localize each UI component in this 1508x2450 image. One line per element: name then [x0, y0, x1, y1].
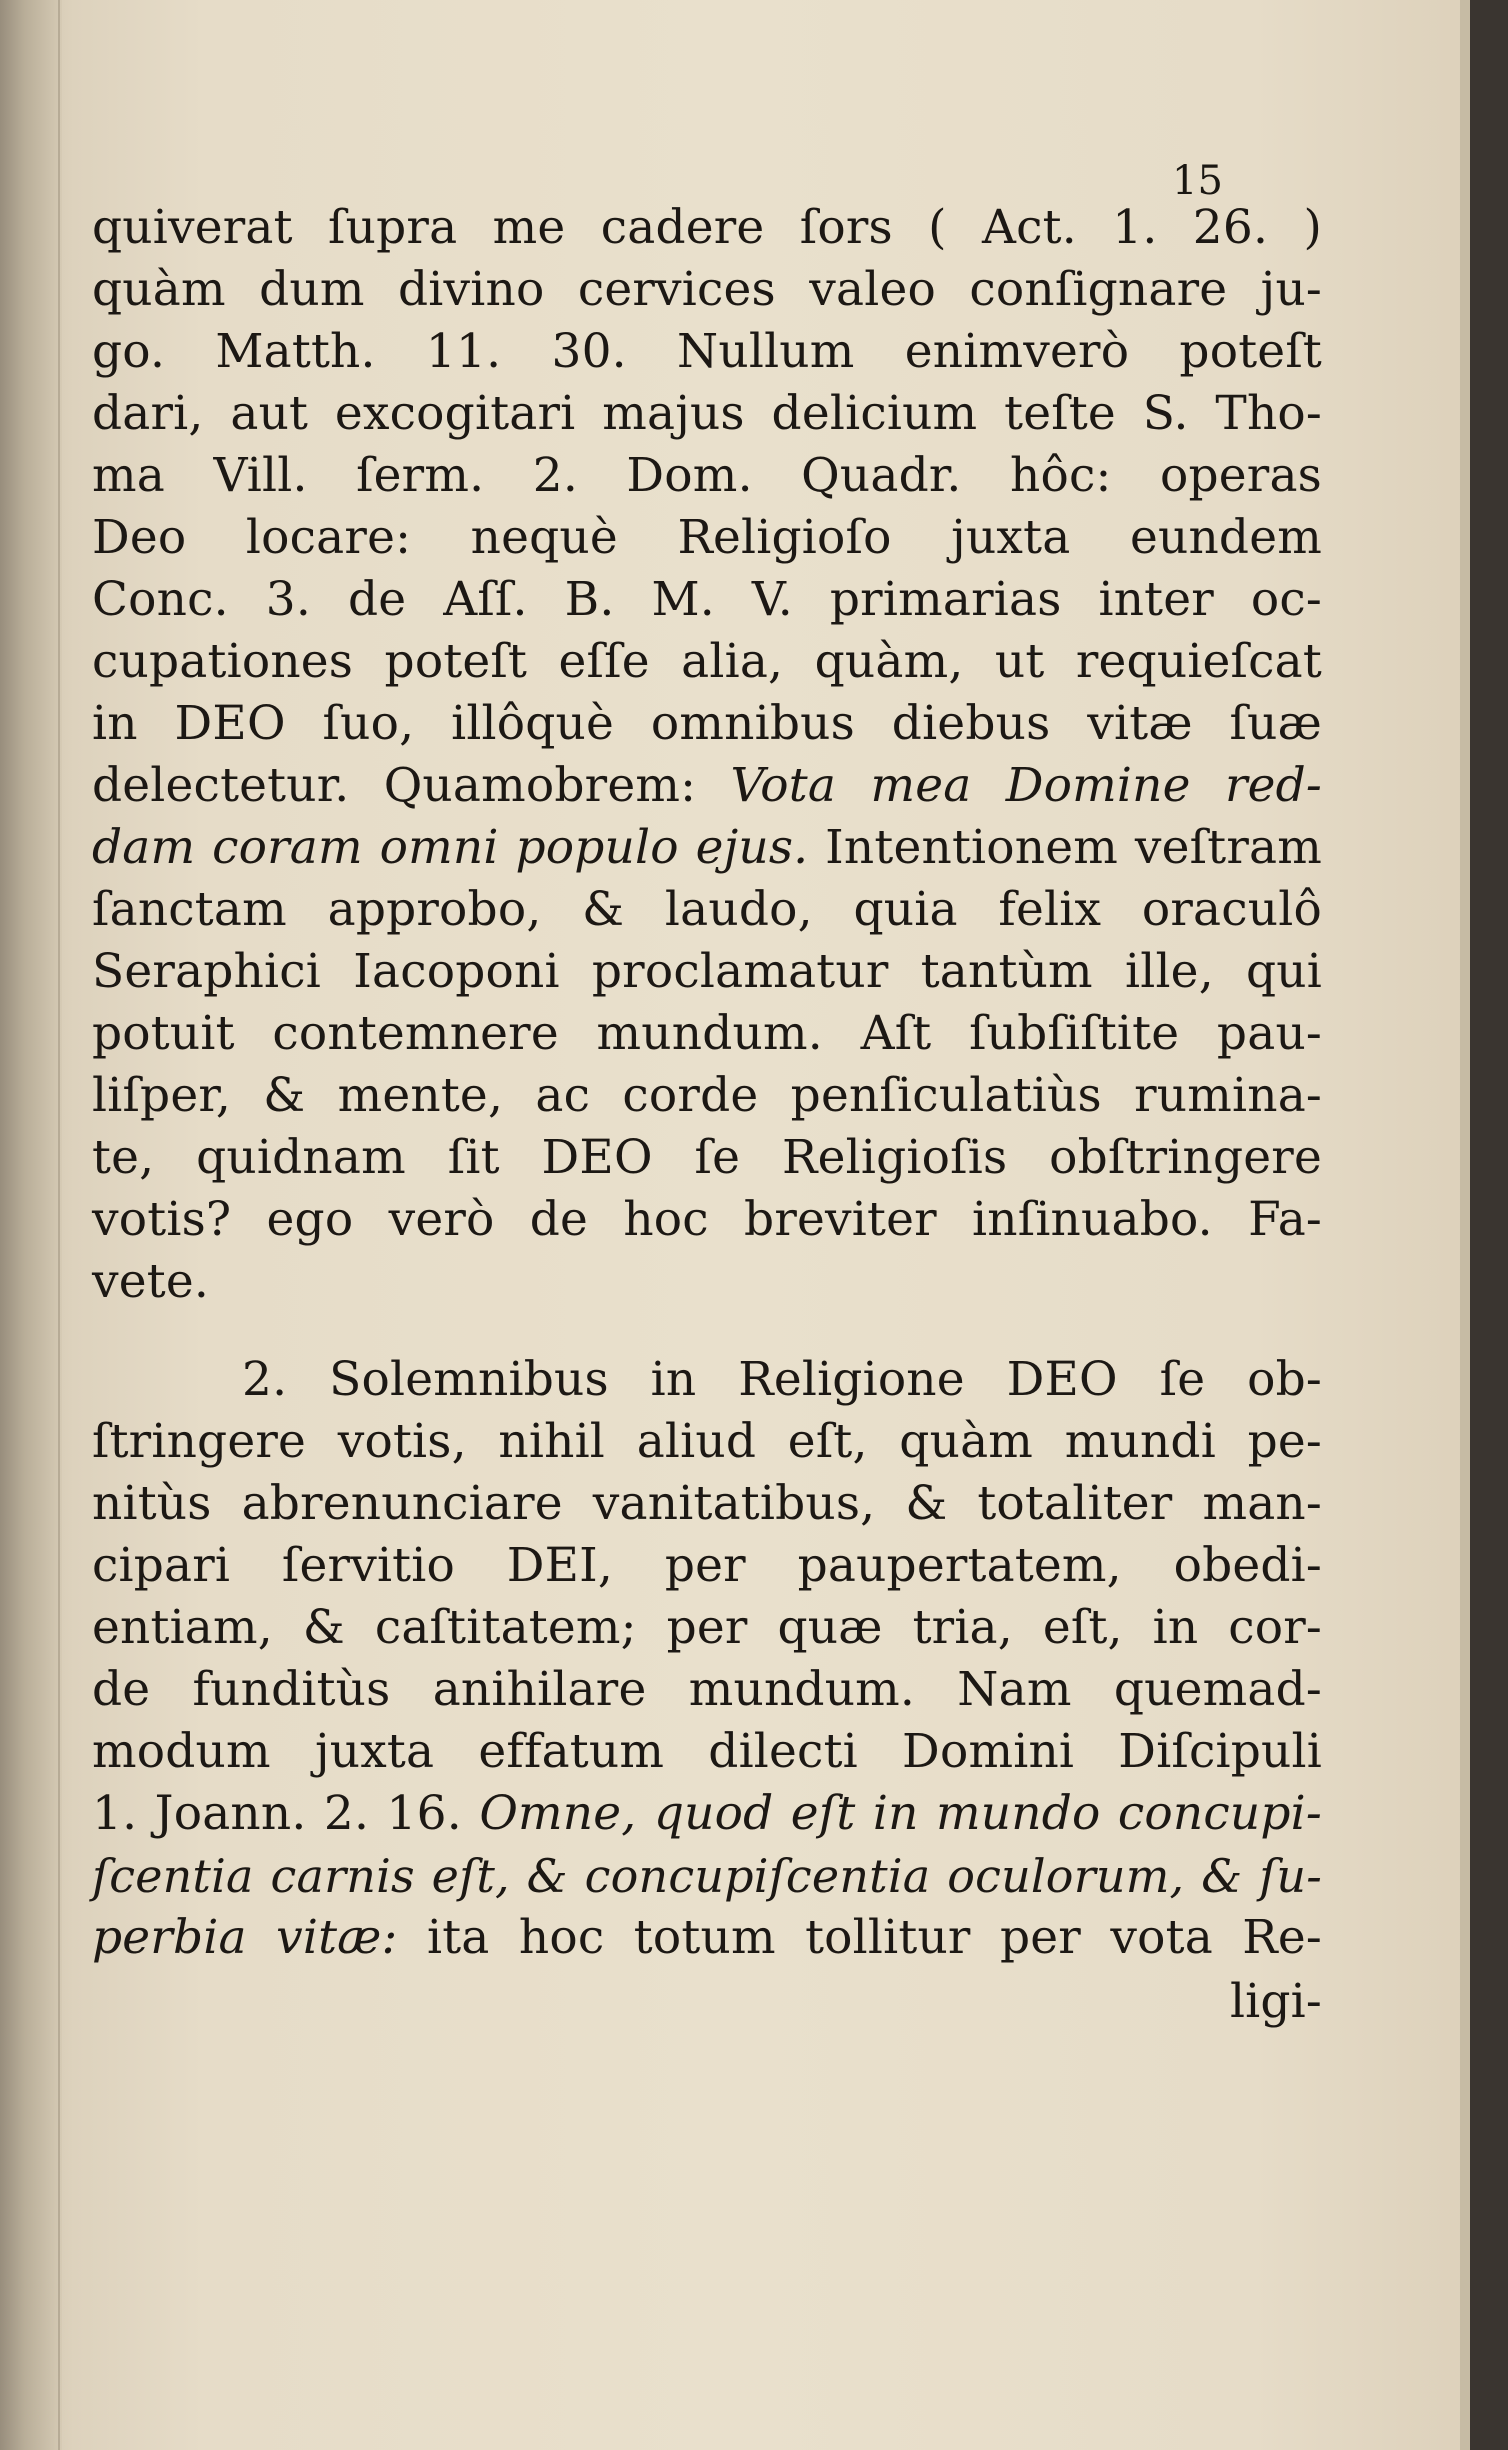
text-line: go. Matth. 11. 30. Nullum enimverò poteſt	[92, 324, 1322, 379]
paragraph-start: 2. Solemnibus in Religione DEO ſe ob-	[242, 1352, 1322, 1407]
text-line: votis? ego verò de hoc breviter inſinuabo. Fa-	[92, 1192, 1322, 1247]
text-run: 1. Joann. 2. 16.	[92, 1786, 480, 1841]
text-line-mixed	[92, 1784, 1322, 1844]
text-run: delectetur. Quamobrem:	[92, 758, 731, 813]
italic-quotation: Vota mea Domine red-	[730, 758, 1323, 813]
text-run: ita hoc totum tollitur per vota Re-	[397, 1910, 1322, 1965]
text-line: in DEO ſuo, illôquè omnibus diebus vitæ ſuæ	[92, 696, 1322, 751]
text-line: de funditùs anihilare mundum. Nam quemad-	[92, 1662, 1322, 1717]
text-line-mixed	[92, 756, 1322, 816]
text-run: Intentionem veſtram	[808, 820, 1322, 875]
text-line: vete.	[92, 1254, 210, 1309]
text-line: ma Vill. ſerm. 2. Dom. Quadr. hôc: operas	[92, 448, 1322, 503]
text-line: ſanctam approbo, & laudo, quia felix oraculô	[92, 882, 1322, 937]
text-line-mixed	[92, 1846, 1322, 1906]
text-line: cupationes poteſt eſſe alia, quàm, ut requieſcat	[92, 634, 1322, 689]
text-line: modum juxta effatum dilecti Domini Diſcipuli	[92, 1724, 1322, 1779]
text-line: liſper, & mente, ac corde penſiculatiùs rumina-	[92, 1068, 1322, 1123]
page-gutter-shadow	[0, 0, 62, 2450]
text-line: Conc. 3. de Aſſ. B. M. V. primarias inter oc-	[92, 572, 1322, 627]
italic-quotation: perbia vitæ:	[92, 1910, 398, 1965]
text-line: entiam, & caſtitatem; per quæ tria, eſt, in cor-	[92, 1600, 1322, 1655]
body-text	[92, 0, 1322, 2450]
text-line: Deo locare: nequè Religioſo juxta eundem	[92, 510, 1322, 565]
text-line: nitùs abrenunciare vanitatibus, & totaliter man-	[92, 1476, 1322, 1531]
page-right-edge	[1460, 0, 1470, 2450]
text-line: Seraphici Iacoponi proclamatur tantùm ille, qui	[92, 944, 1322, 999]
text-line: potuit contemnere mundum. Aſt ſubſiſtite pau-	[92, 1006, 1322, 1061]
gutter-fold-line	[58, 0, 60, 2450]
text-line-mixed	[92, 818, 1322, 878]
text-line-mixed	[92, 1908, 1322, 1968]
italic-quotation: dam coram omni populo ejus.	[92, 820, 809, 875]
italic-quotation: ſcentia carnis eſt, & concupiſcentia oculorum, & ſu-	[92, 1849, 1322, 1903]
text-line: te, quidnam ſit DEO ſe Religioſis obſtringere	[92, 1130, 1322, 1185]
page-number: 15	[1172, 158, 1223, 204]
text-line: quiverat ſupra me cadere ſors ( Act. 1. 26. )	[92, 200, 1322, 255]
text-line: quàm dum divino cervices valeo conſignare ju-	[92, 262, 1322, 317]
text-line: cipari ſervitio DEI, per paupertatem, obedi-	[92, 1538, 1322, 1593]
text-line: dari, aut excogitari majus delicium teſte S. Tho-	[92, 386, 1322, 441]
catchword: ligi-	[1229, 1974, 1322, 2029]
text-line: ſtringere votis, nihil aliud eſt, quàm mundi pe-	[92, 1414, 1322, 1469]
italic-quotation: Omne, quod eſt in mundo concupi-	[479, 1786, 1322, 1841]
